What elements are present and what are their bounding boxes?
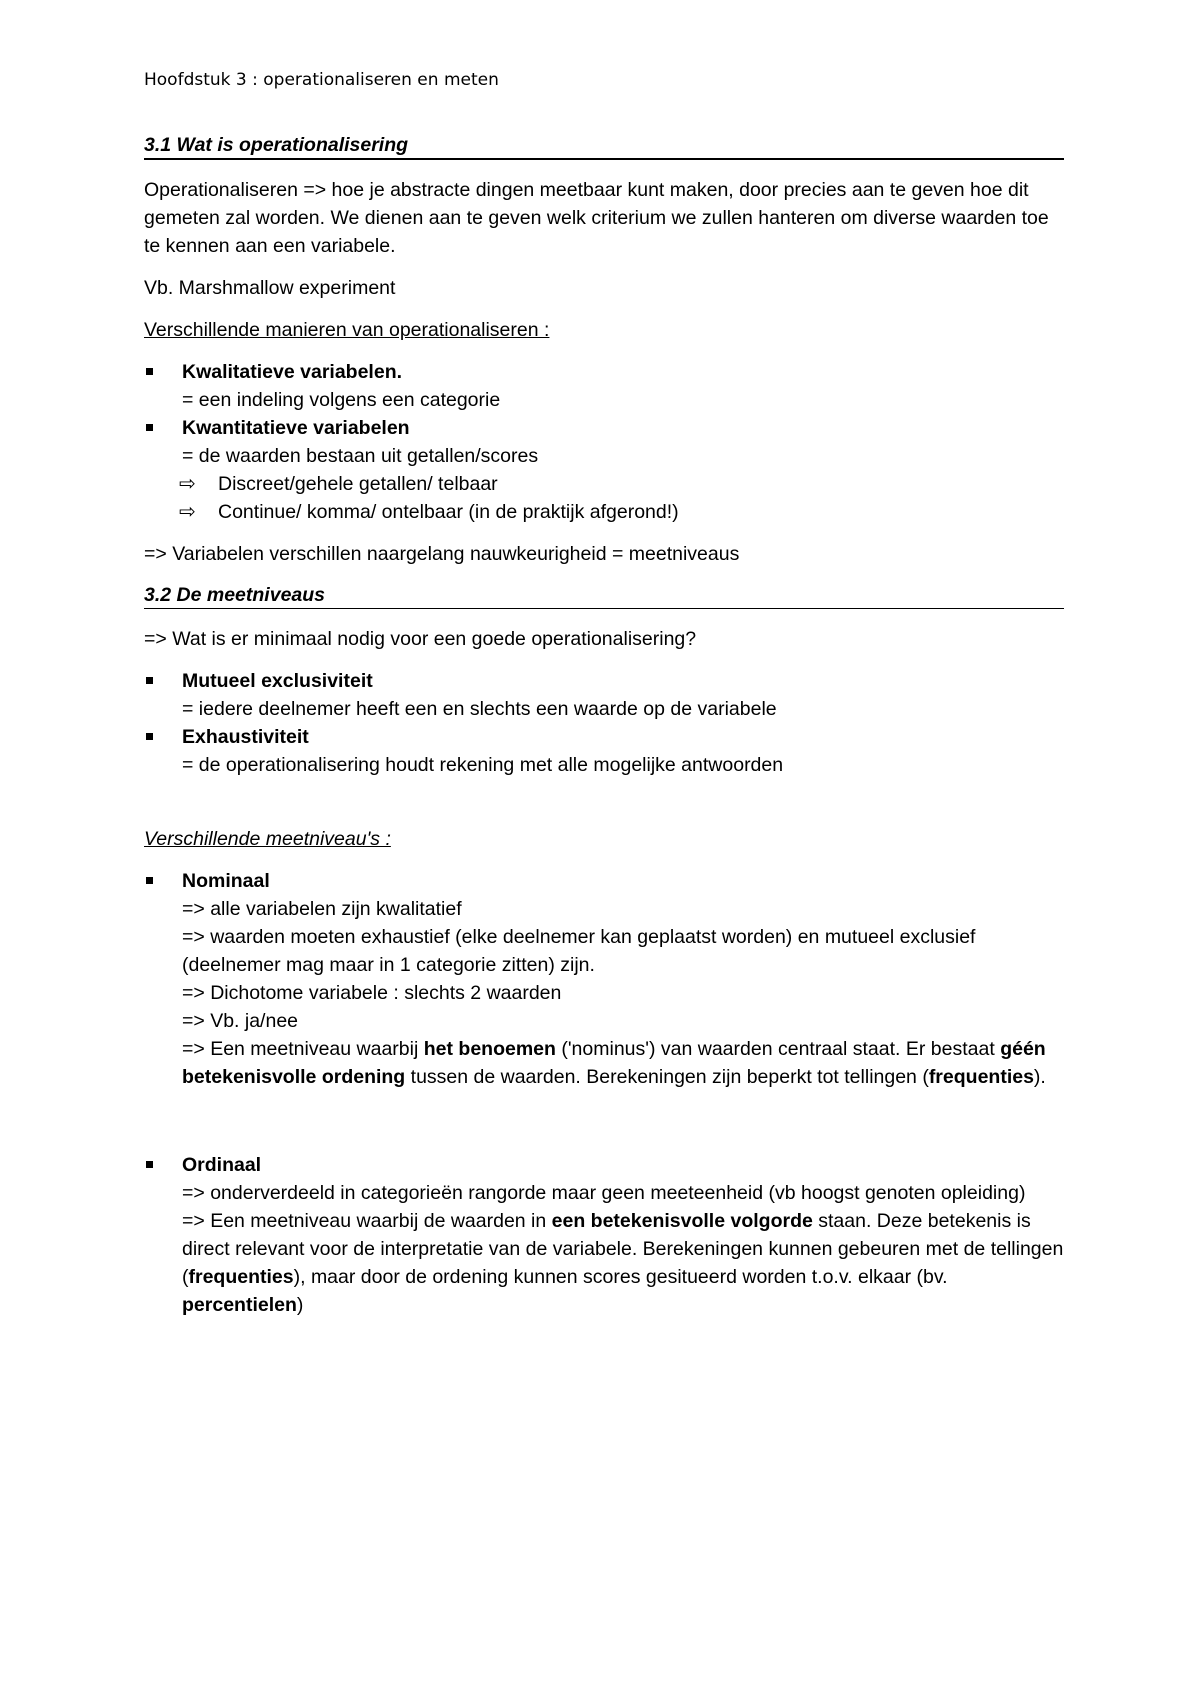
text-run: ). (1033, 1066, 1046, 1088)
list-item (144, 667, 1064, 723)
sub-list-item (144, 470, 1064, 498)
emphasis: géén betekenisvolle ordening (182, 1038, 1046, 1088)
list-item-desc: = de waarden bestaan uit getallen/scores (182, 445, 539, 467)
text-run: staan. Deze betekenis is direct relevant voor de interpretatie van de variabele. Berekeningen kunnen gebeuren met de tellingen ( (182, 1210, 1064, 1288)
sub-list-item (144, 498, 1064, 526)
right-arrow-icon: ⇨ (179, 501, 196, 523)
list-item-desc: = iedere deelnemer heeft een en slechts een waarde op de variabele (182, 698, 777, 720)
level-title: Ordinaal (182, 1154, 262, 1176)
example-line: Vb. Marshmallow experiment (144, 277, 396, 299)
sub-list-item-text: Continue/ komma/ ontelbaar (in de praktijk afgerond!) (218, 501, 679, 523)
square-bullet-icon (146, 368, 153, 375)
level-title: Nominaal (182, 870, 270, 892)
list-item-desc: = de operationalisering houdt rekening met alle mogelijke antwoorden (182, 754, 784, 776)
page-header: Hoofdstuk 3 : operationaliseren en meten (144, 70, 499, 90)
right-arrow-icon: ⇨ (179, 473, 196, 495)
list-item (144, 414, 1064, 470)
list-item-desc: = een indeling volgens een categorie (182, 389, 501, 411)
square-bullet-icon (146, 424, 153, 431)
levels-list (144, 867, 1064, 1091)
level-item-nominaal (144, 867, 1064, 1091)
emphasis: frequenties (928, 1066, 1034, 1088)
levels-list-2 (144, 1151, 1064, 1319)
list-item (144, 358, 1064, 414)
list-item (144, 723, 1064, 779)
level-line: => onderverdeeld in categorieën rangorde maar geen meeteenheid (vb hoogst genoten opleiding) (182, 1182, 1026, 1204)
square-bullet-icon (146, 1161, 153, 1168)
level-line: => waarden moeten exhaustief (elke deelnemer kan geplaatst worden) en mutueel exclusief (deelnemer mag maar in 1 categorie zitten) zijn. (182, 926, 976, 976)
emphasis: frequenties (188, 1266, 294, 1288)
level-line: => alle variabelen zijn kwalitatief (182, 898, 462, 920)
emphasis: een betekenisvolle volgorde (551, 1210, 813, 1232)
text-run: ) (296, 1294, 304, 1316)
text-run: ), maar door de ordening kunnen scores gesitueerd worden t.o.v. elkaar (bv. (293, 1266, 948, 1288)
level-line: => Dichotome variabele : slechts 2 waarden (182, 982, 562, 1004)
list-item-title: Exhaustiviteit (182, 726, 309, 748)
sub-list (144, 470, 1064, 526)
text-run: => Een meetniveau waarbij (182, 1038, 424, 1060)
intro-paragraph: Operationaliseren => hoe je abstracte dingen meetbaar kunt maken, door precies aan te geven hoe dit gemeten zal worden. We dienen aan te geven welk criterium we zullen hanteren om diverse waarden toe te kennen aan een variabele. (144, 179, 1049, 257)
section-heading-3-1: 3.1 Wat is operationalisering (144, 132, 1064, 160)
sub-list-item-text: Discreet/gehele getallen/ telbaar (218, 473, 498, 495)
level-line (182, 1035, 1064, 1091)
requirements-list (144, 667, 1064, 779)
text-run: => Een meetniveau waarbij de waarden in (182, 1210, 552, 1232)
level-line (182, 1207, 1064, 1319)
section-heading-3-2: 3.2 De meetniveaus (144, 582, 1064, 609)
conclusion-line: => Variabelen verschillen naargelang nauwkeurigheid = meetniveaus (144, 543, 740, 565)
list-item-title: Kwantitatieve variabelen (182, 417, 410, 439)
text-run: tussen de waarden. Berekeningen zijn beperkt tot tellingen ( (405, 1066, 929, 1088)
square-bullet-icon (146, 877, 153, 884)
emphasis: het benoemen (423, 1038, 556, 1060)
square-bullet-icon (146, 677, 153, 684)
levels-title: Verschillende meetniveau's : (144, 828, 391, 850)
variable-types-list (144, 358, 1064, 470)
list-item-title: Kwalitatieve variabelen. (182, 361, 403, 383)
ways-title: Verschillende manieren van operationaliseren : (144, 319, 550, 341)
text-run: ('nominus') van waarden centraal staat. Er bestaat (555, 1038, 1001, 1060)
level-line: => Vb. ja/nee (182, 1010, 299, 1032)
list-item-title: Mutueel exclusiviteit (182, 670, 373, 692)
page-content (144, 68, 1064, 1319)
square-bullet-icon (146, 733, 153, 740)
emphasis: percentielen (182, 1294, 297, 1316)
level-item-ordinaal (144, 1151, 1064, 1319)
question-line: => Wat is er minimaal nodig voor een goede operationalisering? (144, 628, 697, 650)
